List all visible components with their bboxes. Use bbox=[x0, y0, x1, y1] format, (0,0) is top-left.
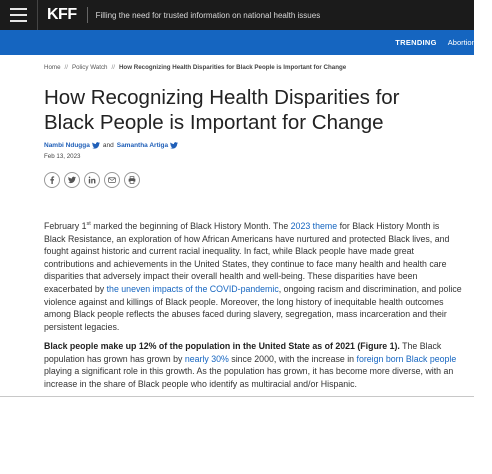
email-icon bbox=[108, 176, 116, 184]
article-paragraph-2 bbox=[44, 340, 462, 390]
menu-icon[interactable] bbox=[0, 0, 38, 30]
author-link-2[interactable]: Samantha Artiga bbox=[116, 142, 169, 149]
text-run: February 1 bbox=[44, 221, 87, 231]
email-share-button[interactable] bbox=[104, 172, 120, 188]
trending-label: TRENDING bbox=[395, 38, 437, 47]
facebook-icon bbox=[48, 176, 56, 184]
trending-bar bbox=[0, 30, 492, 55]
link-nearly-30[interactable]: nearly 30% bbox=[184, 353, 229, 364]
text-bold-lead: Black people make up 12% of the population in the United State as of 2021 (Figure 1). bbox=[44, 341, 400, 351]
breadcrumb-current: How Recognizing Health Disparities for Black People is Important for Change bbox=[118, 64, 347, 71]
text-run: for Black History Month is Black Resistance, an exploration of how African Americans have nurtured and protected Black lives, and fought against historic and current racial inequality. In fact, while Black people have made great contributions and achievements in the United States, they continue to face many health and health care disparities that adversely impact their overall health and well-being. These disparities have been exacerbated by bbox=[44, 221, 450, 294]
text-run: marked the beginning of Black History Month. The bbox=[90, 221, 291, 231]
breadcrumb-separator: // bbox=[111, 64, 115, 71]
facebook-share-button[interactable] bbox=[44, 172, 60, 188]
twitter-icon[interactable] bbox=[170, 142, 178, 149]
publish-date: Feb 13, 2023 bbox=[44, 153, 81, 160]
twitter-icon[interactable] bbox=[92, 142, 100, 149]
author-link-1[interactable]: Nambi Ndugga bbox=[44, 142, 90, 149]
link-2023-theme[interactable]: 2023 theme bbox=[290, 221, 338, 231]
text-run: The Black population has grown has grown by bbox=[44, 341, 442, 364]
breadcrumb bbox=[44, 64, 462, 71]
text-run: , ongoing racism and discrimination, and police violence against and killings of Black people. Moreover, the long history of inequitable health outcomes among Black people reflects the abuses faced during slavery, segregation, mass incarceration and their persistent legacies. bbox=[44, 283, 462, 332]
trending-link[interactable]: Abortion in th bbox=[447, 38, 492, 47]
print-button[interactable] bbox=[124, 172, 140, 188]
logo-divider bbox=[87, 7, 88, 23]
twitter-icon bbox=[68, 176, 76, 184]
site-tagline: Filling the need for trusted information on national health issues bbox=[95, 10, 321, 20]
text-superscript: st bbox=[86, 221, 91, 228]
kff-logo[interactable]: KFF bbox=[47, 6, 77, 23]
article-container bbox=[44, 55, 462, 389]
page-title: How Recognizing Health Disparities for Black People is Important for Change bbox=[44, 86, 400, 134]
page-divider bbox=[0, 396, 474, 397]
link-foreign-born[interactable]: foreign born Black people bbox=[356, 353, 457, 364]
author-conjunction: and bbox=[102, 142, 114, 149]
text-run: playing a significant role in this growth. As the population has grown, it has become more diverse, with an increase in the share of Black people who identify as multiracial and/or Hispanic. bbox=[44, 366, 454, 389]
author-line bbox=[44, 142, 462, 149]
linkedin-icon bbox=[88, 176, 96, 184]
site-header bbox=[0, 0, 474, 30]
print-icon bbox=[128, 176, 136, 184]
article-paragraph-1 bbox=[44, 220, 462, 333]
breadcrumb-home[interactable]: Home bbox=[44, 64, 61, 71]
twitter-share-button[interactable] bbox=[64, 172, 80, 188]
breadcrumb-policy-watch[interactable]: Policy Watch bbox=[71, 64, 108, 71]
linkedin-share-button[interactable] bbox=[84, 172, 100, 188]
share-buttons bbox=[44, 172, 462, 188]
link-covid-impacts[interactable]: the uneven impacts of the COVID-pandemic bbox=[106, 283, 279, 294]
breadcrumb-separator: // bbox=[64, 64, 68, 71]
text-run: since 2000, with the increase in bbox=[228, 353, 357, 364]
